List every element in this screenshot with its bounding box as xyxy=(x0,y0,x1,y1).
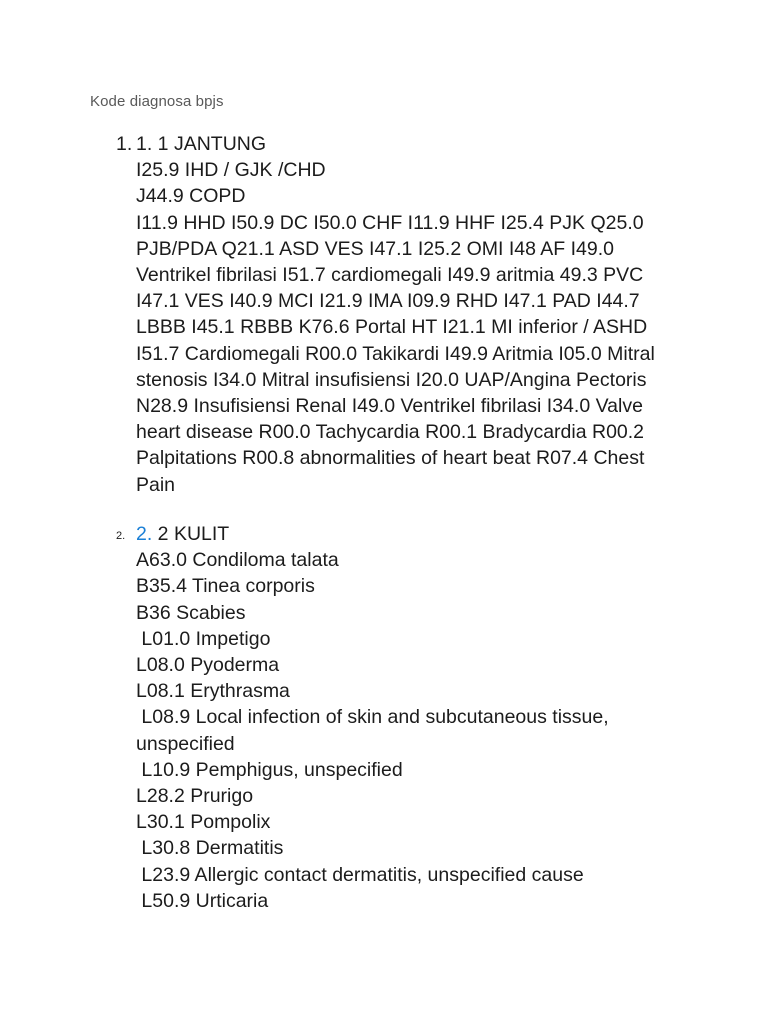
heading-number-link[interactable]: 2. xyxy=(136,523,153,545)
diagnosis-line: L30.8 Dermatitis xyxy=(136,837,284,860)
section-heading: 1. 1 JANTUNG xyxy=(136,133,267,155)
diagnosis-line: L08.9 Local infection of skin and subcutaneous tissue, unspecified xyxy=(136,706,615,755)
diagnosis-line: L08.0 Pyoderma xyxy=(136,654,280,677)
heading-text: 2 KULIT xyxy=(152,523,230,545)
list-item-body xyxy=(136,521,676,914)
section-heading xyxy=(136,521,676,547)
diagnosis-line: L01.0 Impetigo xyxy=(136,627,271,650)
list-marker: 2. xyxy=(116,530,126,542)
diagnosis-line: J44.9 COPD xyxy=(136,185,246,208)
diagnosis-line: L50.9 Urticaria xyxy=(136,889,269,912)
list-marker: 1. xyxy=(116,133,133,155)
diagnosis-line: A63.0 Condiloma talata xyxy=(136,549,339,572)
diagnosis-line: I25.9 IHD / GJK /CHD xyxy=(136,159,326,182)
diagnosis-line: L30.1 Pompolix xyxy=(136,811,271,834)
diagnosis-line: B35.4 Tinea corporis xyxy=(136,575,315,598)
diagnosis-line: L23.9 Allergic contact dermatitis, unspecified cause xyxy=(136,863,584,886)
diagnosis-line: L08.1 Erythrasma xyxy=(136,680,290,703)
diagnosis-line: L10.9 Pemphigus, unspecified xyxy=(136,758,403,781)
diagnosis-line: L28.2 Prurigo xyxy=(136,785,254,808)
document-title: Kode diagnosa bpjs xyxy=(90,93,224,110)
list-item-body xyxy=(136,131,676,498)
diagnosis-paragraph: I11.9 HHD I50.9 DC I50.0 CHF I11.9 HHF I25.4 PJK Q25.0 PJB/PDA Q21.1 ASD VES I47.1 I25.2 OMI I48 AF I49.0 Ventrikel fibrilasi I51.7 cardiomegali I49.9 aritmia 49.3 PVC I47.1 VES I40.9 MCI I21.9 IMA I09.9 RHD I47.1 PAD I44.7 LBBB I45.1 RBBB K76.6 Portal HT I21.1 MI inferior / ASHD I51.7 Cardiomegali R00.0 Takikardi I49.9 Aritmia I05.0 Mitral stenosis I34.0 Mitral insufisiensi I20.0 UAP/Angina Pectoris N28.9 Insufisiensi Renal I49.0 Ventrikel fibrilasi I34.0 Valve heart disease R00.0 Tachycardia R00.1 Bradycardia R00.2 Palpitations R00.8 abnormalities of heart beat R07.4 Chest Pain xyxy=(136,211,655,496)
diagnosis-line: B36 Scabies xyxy=(136,601,246,624)
